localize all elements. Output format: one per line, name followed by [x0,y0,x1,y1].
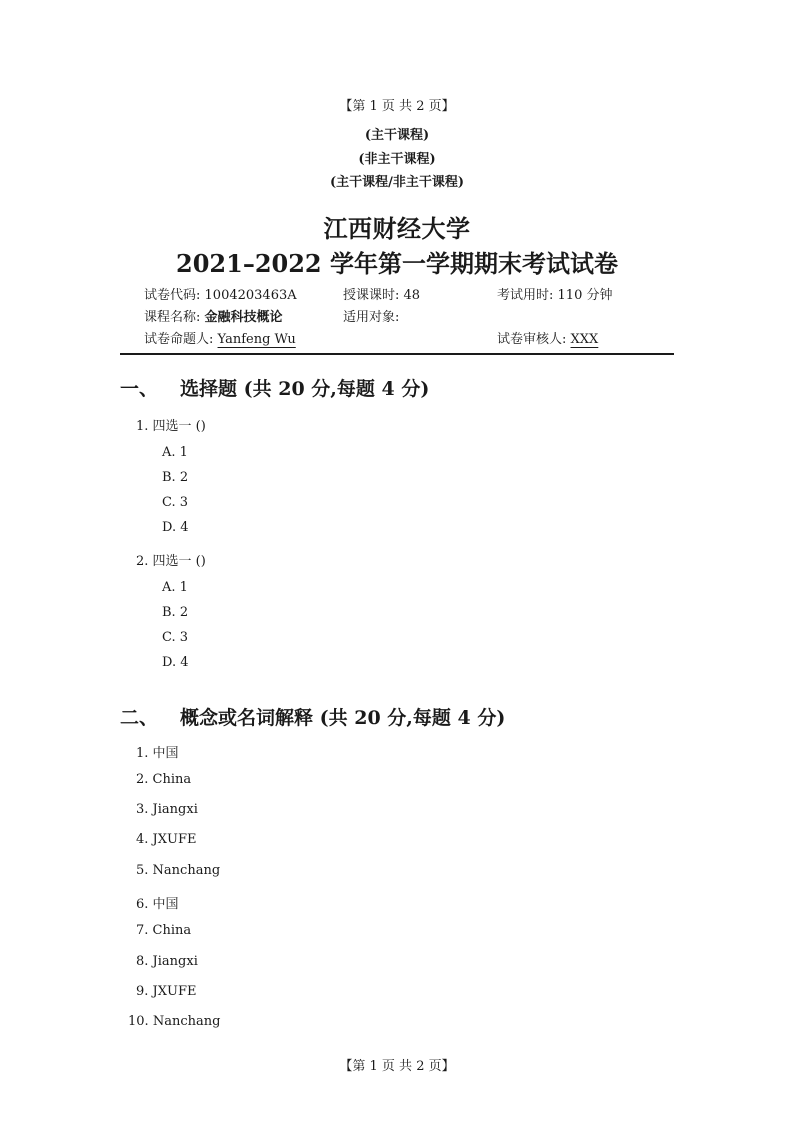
option: A. 1 [162,580,188,595]
item-text: JXUFE [152,984,197,999]
hours-value: 48 [403,288,421,303]
reviewer-label: 试卷审核人: [497,332,567,347]
course-type-core: (主干课程) [364,128,430,143]
paper-code-value: 1004203463A [204,288,297,303]
question-1 [136,415,206,434]
hours-label: 授课课时: [343,288,400,303]
footer-page-indicator: 【第 1 页 共 2 页】 [339,1059,455,1074]
course-value: 金融科技概论 [204,310,283,325]
option: C. 3 [162,495,189,510]
exam-title: 2021–2022 学年第一学期期末考试试卷 [176,249,618,278]
reviewer-field [497,328,598,347]
hours-field [343,284,420,303]
course-type-noncore: (非主干课程) [358,152,436,167]
item-text: Jiangxi [152,802,198,817]
duration-field [497,284,612,303]
list-item [136,923,191,938]
course-type-both: (主干课程/非主干课程) [329,175,465,190]
question-text: 四选一 () [152,554,206,569]
item-text: JXUFE [152,832,197,847]
list-item [136,832,196,847]
duration-value: 110 分钟 [557,288,613,303]
item-label: 9. [136,984,149,999]
option: A. 1 [162,445,188,460]
header-divider [120,353,674,355]
course-label: 课程名称: [144,310,201,325]
list-item [136,802,198,817]
audience-label: 适用对象: [343,310,400,325]
item-label: 1. [136,746,149,761]
header-page-indicator: 【第 1 页 共 2 页】 [339,99,455,114]
question-label: 1. [136,419,149,434]
section-1-number: 一、 [120,378,159,400]
list-item [136,772,191,787]
author-value: Yanfeng Wu [217,332,296,347]
list-item [136,742,179,761]
university-name: 江西财经大学 [323,214,471,243]
item-label: 8. [136,954,149,969]
option: B. 2 [162,605,189,620]
item-text: Jiangxi [152,954,198,969]
item-label: 2. [136,772,149,787]
item-text: China [152,772,192,787]
item-text: Nanchang [152,863,221,878]
author-field [144,328,296,347]
duration-label: 考试用时: [497,288,554,303]
item-label: 3. [136,802,149,817]
reviewer-value: XXX [570,332,599,347]
option: D. 4 [162,655,189,670]
section-2-title: 概念或名词解释 (共 20 分,每题 4 分) [180,707,506,729]
list-item [136,893,179,912]
list-item [136,863,220,878]
question-label: 2. [136,554,149,569]
item-text: 中国 [152,746,179,761]
option: C. 3 [162,630,189,645]
section-1-title: 选择题 (共 20 分,每题 4 分) [180,378,430,400]
item-label: 5. [136,863,149,878]
item-text: 中国 [152,897,179,912]
section-2-number: 二、 [120,707,159,729]
item-label: 7. [136,923,149,938]
author-label: 试卷命题人: [144,332,214,347]
list-item [136,954,198,969]
paper-code-field [144,284,297,303]
course-field [144,306,283,325]
option: B. 2 [162,470,189,485]
item-label: 6. [136,897,149,912]
section-2-heading [120,703,505,730]
list-item [128,1014,220,1029]
option: D. 4 [162,520,189,535]
question-2 [136,550,206,569]
section-1-heading [120,374,429,401]
item-text: Nanchang [152,1014,221,1029]
audience-field [343,306,399,325]
paper-code-label: 试卷代码: [144,288,201,303]
item-label: 4. [136,832,149,847]
item-text: China [152,923,192,938]
list-item [136,984,196,999]
item-label: 10. [128,1014,149,1029]
question-text: 四选一 () [152,419,206,434]
